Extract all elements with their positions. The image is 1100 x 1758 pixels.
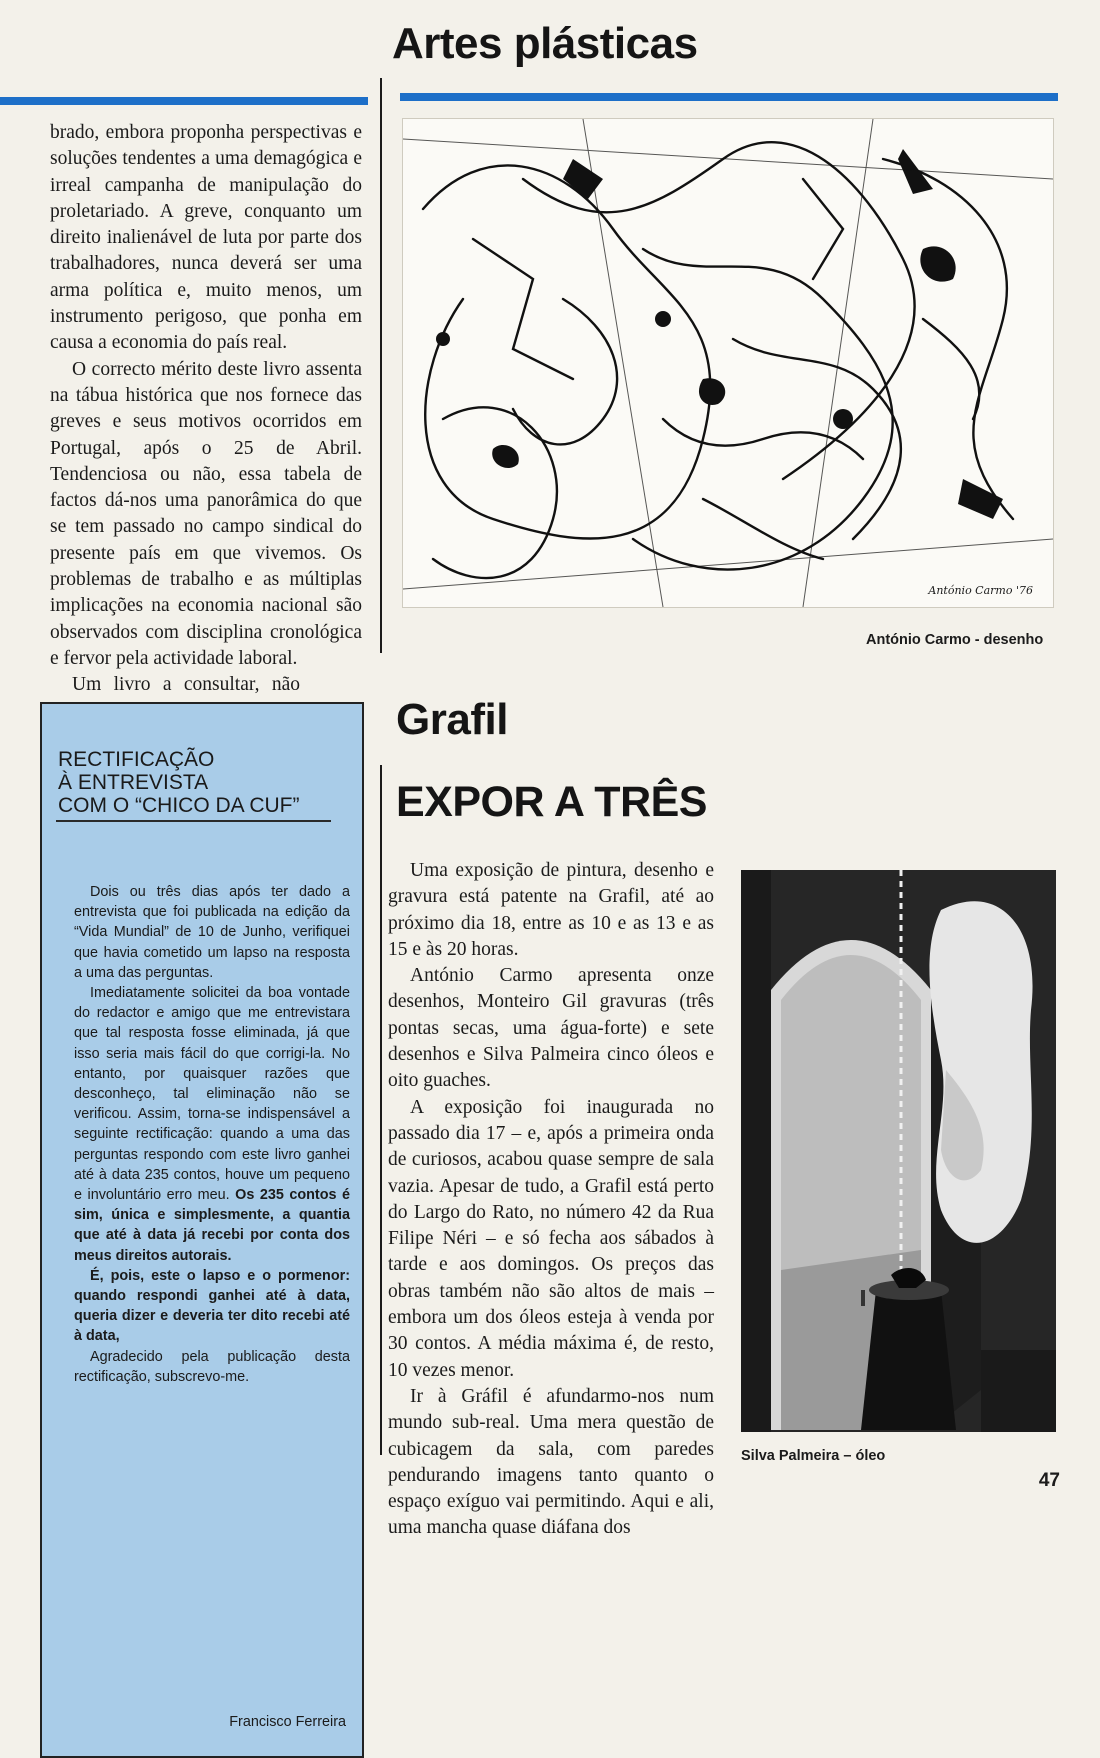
section-title: Artes plásticas <box>392 19 698 68</box>
article-paragraph: Uma exposição de pintura, desenho e gravura está patente na Grafil, até ao próximo dia 18, entre as 10 e as 13 e as 15 e às 20 horas. <box>388 860 714 960</box>
drawing-illustration-icon <box>403 119 1053 607</box>
article-paragraph: Ir à Gráfil é afundarmo-nos num mundo sub-real. Uma mera questão de cubicagem da sala, com paredes pendurando imagens tanto quanto o espaço exíguo vai permitindo. Aqui e ali, uma mancha quase diáfana dos <box>388 1385 714 1539</box>
rectification-title-line: RECTIFICAÇÃO <box>58 748 215 771</box>
rectification-title-rule <box>56 820 331 822</box>
antonio-carmo-drawing <box>402 118 1054 608</box>
drawing-caption: António Carmo - desenho <box>866 632 1044 648</box>
article-text <box>388 858 714 1542</box>
header-rule-right <box>400 93 1058 101</box>
rectification-paragraph: Agradecido pela publicação desta rectificação, subscrevo-me. <box>74 1348 350 1385</box>
rectification-paragraph: Dois ou três dias após ter dado a entrevista que foi publicada na edição da “Vida Mundial” de 10 de Junho, verifiquei que havia cometido um lapso na resposta a uma das perguntas. <box>74 884 350 981</box>
article-paragraph: António Carmo apresenta onze desenhos, Monteiro Gil gravuras (três pontas secas, uma água-forte) e sete desenhos e Silva Palmeira cinco óleos e oito guaches. <box>388 965 714 1092</box>
page-number: 47 <box>1038 1470 1060 1491</box>
header-rule-left <box>0 97 368 105</box>
column-divider <box>380 78 382 653</box>
article-kicker: Grafil <box>396 695 508 744</box>
photo-caption: Silva Palmeira – óleo <box>741 1448 886 1464</box>
rectification-paragraph: É, pois, este o lapso e o pormenor: quando respondi ganhei até à data, queria dizer e deveria ter dito recebi até à data, <box>74 1267 350 1345</box>
article-headline: EXPOR A TRÊS <box>396 778 707 826</box>
silva-palmeira-painting <box>741 870 1056 1432</box>
drawing-signature: António Carmo '76 <box>928 584 1033 597</box>
rectification-title-line: À ENTREVISTA <box>58 771 209 794</box>
rectification-box <box>40 702 364 1758</box>
review-text <box>50 120 362 751</box>
rectification-paragraph: Imediatamente solicitei da boa vontade do redactor e amigo que me entrevistara que tal resposta fosse eliminada, já que isso seria mais fácil do que corrigi-la. No entanto, por quaisquer razões que desconheço, tal eliminação não se verificou. Assim, torna-se indispensável a seguinte rectificação: quando a uma das perguntas respondo com este livro ganhei até à data 235 contos, houve um pequeno e involuntário erro meu. Os 235 contos é sim, única e simplesmente, a quantia que até à data já recebi por conta dos meus direitos autorais. <box>74 985 350 1264</box>
article-paragraph: A exposição foi inaugurada no passado dia 17 – e, após a primeira onda de curiosos, acabou quase sempre de sala vazia. Apesar de tudo, a Grafil está perto do Largo do Rato, no número 42 da Rua Filipe Néri – e só fecha aos sábados à tarde e aos domingos. Os preços das obras também não são altos de mais – embora um dos óleos esteja à venda por 30 contos. A média máxima é, de resto, 10 vezes menor. <box>388 1096 714 1381</box>
painting-photo-icon <box>741 870 1056 1432</box>
rectification-title <box>56 748 328 817</box>
rectification-signature: Francisco Ferreira <box>229 1714 346 1730</box>
column-divider-lower <box>380 765 382 1455</box>
review-paragraph: O correcto mérito deste livro assenta na tábua histórica que nos fornece das greves e seus motivos ocorridos em Portugal, após o 25 de Abril. Tendenciosa ou não, essa tabela de factos dá-nos uma panorâmica do que se tem passado no campo sindical do presente país em que vivemos. Os problemas de trabalho e as múltiplas implicações na economia nacional são observados com disciplina cronológica e fervor pela actividade laboral. <box>50 358 362 669</box>
rectification-title-line: COM O “CHICO DA CUF” <box>58 794 300 817</box>
review-paragraph: brado, embora proponha perspectivas e soluções tendentes a uma demagógica e irreal campanha de manipulação do proletariado. A greve, conquanto um direito inalienável de luta por parte dos trabalhadores, nunca deverá ser uma arma política e, muito menos, um instrumento perigoso, que ponha em causa a economia do país real. <box>50 122 362 354</box>
rectification-body <box>74 882 350 1387</box>
review-paragraph: Um livro a consultar, não <box>72 674 300 696</box>
